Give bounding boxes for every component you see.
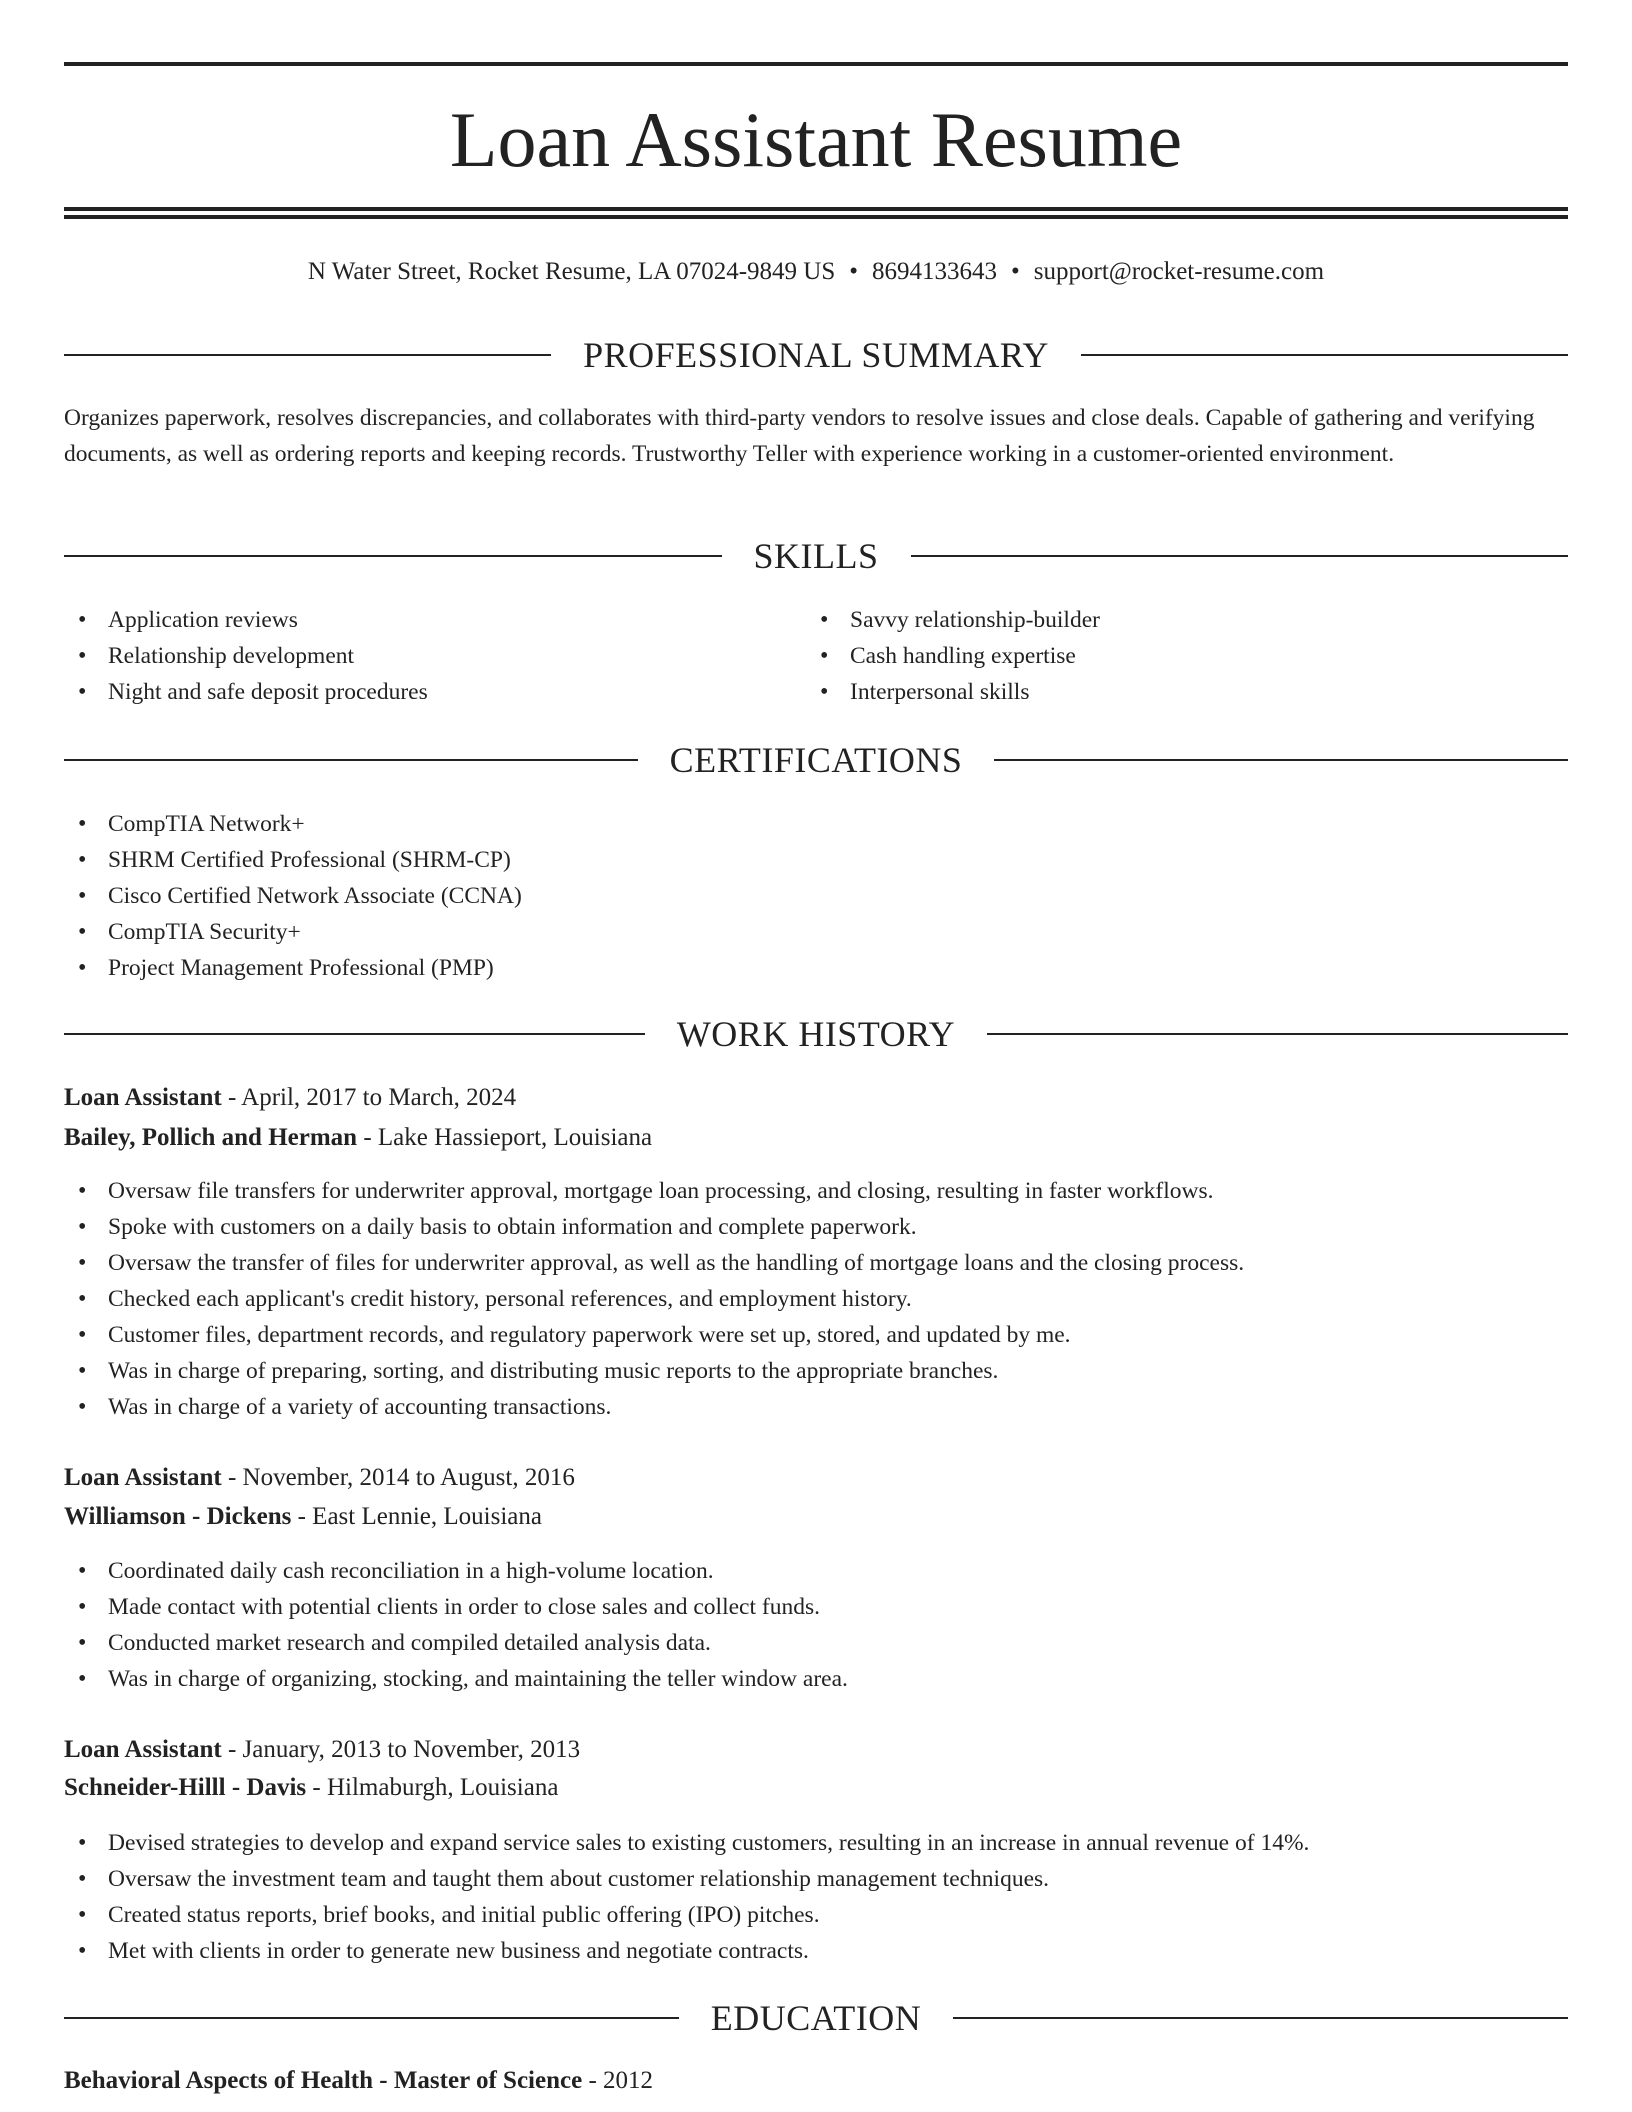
job-employer-line: [64, 1771, 1568, 1805]
heading-rule-left: [64, 759, 638, 761]
contact-separator: •: [1011, 258, 1020, 285]
heading-rule-right: [994, 759, 1568, 761]
job-title: Loan Assistant: [64, 1084, 222, 1111]
job-employer: Bailey, Pollich and Herman: [64, 1124, 358, 1151]
job-duty-item: • Conducted market research and compiled detailed analysis data.: [64, 1625, 1568, 1661]
skills-heading: SKILLS: [753, 536, 879, 576]
skill-item: • Interpersonal skills: [806, 674, 1546, 710]
education-year: - 2012: [582, 2067, 654, 2094]
skill-item: • Cash handling expertise: [806, 638, 1546, 674]
job-title-line: [64, 1081, 1568, 1115]
section-heading-certifications: [64, 738, 1568, 782]
certification-item: • Cisco Certified Network Associate (CCNA): [64, 878, 1568, 914]
heading-rule-right: [987, 1033, 1568, 1035]
contact-line: [64, 256, 1568, 288]
job-employer: Williamson - Dickens: [64, 1503, 292, 1530]
job-dates: - April, 2017 to March, 2024: [221, 1084, 517, 1111]
contact-address: N Water Street, Rocket Resume, LA 07024-9849 US: [307, 258, 836, 285]
skill-item: • Night and safe deposit procedures: [64, 674, 804, 710]
skills-list-left: [64, 602, 804, 710]
job-duty-item: • Customer files, department records, and regulatory paperwork were set up, stored, and updated by me.: [64, 1317, 1568, 1353]
summary-heading: PROFESSIONAL SUMMARY: [583, 335, 1049, 375]
job-location: - Hilmaburgh, Louisiana: [306, 1774, 559, 1801]
job-duty-item: • Was in charge of organizing, stocking, and maintaining the teller window area.: [64, 1661, 1568, 1697]
work-history-heading: WORK HISTORY: [676, 1014, 956, 1054]
job-duties-list: [64, 1553, 1568, 1697]
job-duty-item: • Was in charge of a variety of accounting transactions.: [64, 1389, 1568, 1425]
heading-rule-right: [911, 555, 1569, 557]
job-duty-item: • Checked each applicant's credit history, personal references, and employment history.: [64, 1281, 1568, 1317]
education-degree: Behavioral Aspects of Health - Master of Science: [64, 2067, 583, 2094]
job-duty-item: • Oversaw the investment team and taught them about customer relationship management techniques.: [64, 1861, 1568, 1897]
job-employer-line: [64, 1121, 1568, 1155]
heading-rule-left: [64, 2017, 679, 2019]
heading-rule-right: [1081, 354, 1568, 356]
job-duty-item: • Created status reports, brief books, and initial public offering (IPO) pitches.: [64, 1897, 1568, 1933]
job-title: Loan Assistant: [64, 1736, 222, 1763]
skills-list-right: [806, 602, 1546, 710]
heading-rule-right: [953, 2017, 1568, 2019]
heading-rule-left: [64, 555, 722, 557]
job-duty-item: • Oversaw the transfer of files for underwriter approval, as well as the handling of mortgage loans and the closing process.: [64, 1245, 1568, 1281]
section-heading-work-history: [64, 1012, 1568, 1056]
certification-item: • Project Management Professional (PMP): [64, 950, 1568, 986]
top-rule: [64, 62, 1568, 66]
contact-separator: •: [849, 258, 858, 285]
section-heading-skills: [64, 534, 1568, 578]
certification-item: • CompTIA Security+: [64, 914, 1568, 950]
job-duties-list: [64, 1173, 1568, 1425]
job-dates: - November, 2014 to August, 2016: [221, 1464, 575, 1491]
title-double-rule: [64, 207, 1568, 219]
resume-title: Loan Assistant Resume: [449, 96, 1183, 183]
job-title: Loan Assistant: [64, 1464, 222, 1491]
contact-phone: 8694133643: [872, 258, 997, 285]
section-heading-education: [64, 1996, 1568, 2040]
heading-rule-left: [64, 354, 551, 356]
job-location: - Lake Hassieport, Louisiana: [357, 1124, 653, 1151]
heading-rule-left: [64, 1033, 645, 1035]
skill-item: • Application reviews: [64, 602, 804, 638]
job-duty-item: • Made contact with potential clients in order to close sales and collect funds.: [64, 1589, 1568, 1625]
job-employer: Schneider-Hilll - Davis: [64, 1774, 307, 1801]
job-duty-item: • Devised strategies to develop and expand service sales to existing customers, resulting in an increase in annual revenue of 14%.: [64, 1825, 1568, 1861]
certifications-heading: CERTIFICATIONS: [669, 740, 963, 780]
job-title-line: [64, 1461, 1568, 1495]
contact-email: support@rocket-resume.com: [1033, 258, 1325, 285]
job-duty-item: • Was in charge of preparing, sorting, and distributing music reports to the appropriate branches.: [64, 1353, 1568, 1389]
skill-item: • Savvy relationship-builder: [806, 602, 1546, 638]
section-heading-summary: [64, 333, 1568, 377]
certifications-list: [64, 806, 1568, 986]
job-duty-item: • Oversaw file transfers for underwriter approval, mortgage loan processing, and closing, resulting in faster workflows.: [64, 1173, 1568, 1209]
job-duty-item: • Spoke with customers on a daily basis to obtain information and complete paperwork.: [64, 1209, 1568, 1245]
job-duty-item: • Met with clients in order to generate new business and negotiate contracts.: [64, 1933, 1568, 1969]
education-heading: EDUCATION: [710, 1998, 922, 2038]
job-duty-item: • Coordinated daily cash reconciliation in a high-volume location.: [64, 1553, 1568, 1589]
certification-item: • SHRM Certified Professional (SHRM-CP): [64, 842, 1568, 878]
job-duties-list: [64, 1825, 1568, 1969]
summary-text: Organizes paperwork, resolves discrepancies, and collaborates with third-party vendors to resolve issues and close deals. Capable of gathering and verifying documents, as well as ordering reports and keeping records. Trustworthy Teller with experience working in a customer-oriented environment.: [64, 405, 1535, 467]
job-dates: - January, 2013 to November, 2013: [221, 1736, 581, 1763]
job-location: - East Lennie, Louisiana: [291, 1503, 542, 1530]
skill-item: • Relationship development: [64, 638, 804, 674]
education-entry: [64, 2064, 1568, 2098]
job-employer-line: [64, 1500, 1568, 1534]
certification-item: • CompTIA Network+: [64, 806, 1568, 842]
job-title-line: [64, 1733, 1568, 1767]
